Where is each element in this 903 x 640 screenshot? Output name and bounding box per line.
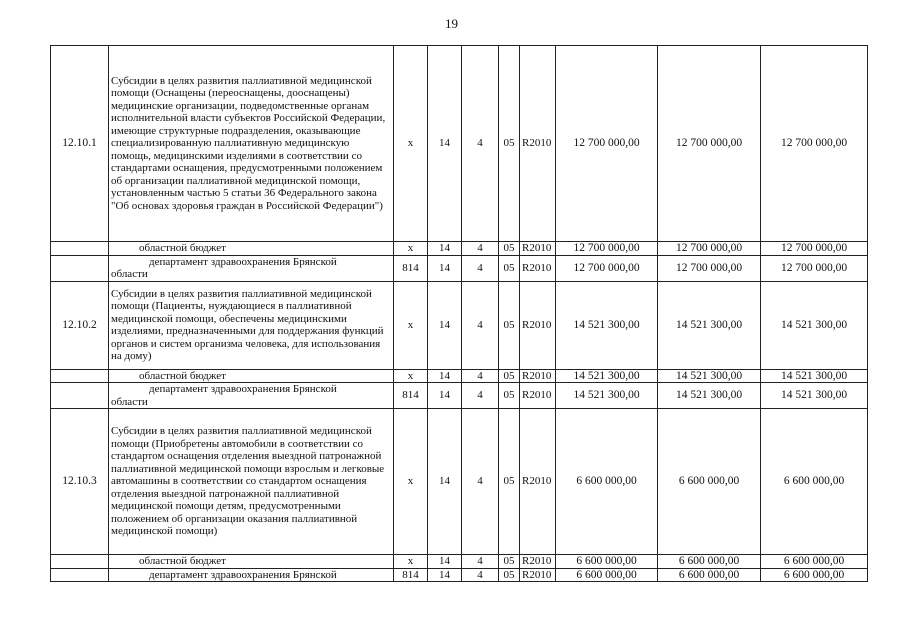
amount-year-2: 6 600 000,00 [658, 568, 761, 582]
code-subsection: 4 [462, 555, 499, 569]
amount-year-3: 6 600 000,00 [761, 568, 868, 582]
table-row-department [51, 568, 868, 582]
amount-year-3: 14 521 300,00 [761, 369, 868, 383]
code-ministry: 814 [394, 255, 428, 281]
code-subsection: 4 [462, 568, 499, 582]
code-program: 05 [499, 568, 520, 582]
page-number: 19 [445, 16, 458, 31]
amount-year-3: 12 700 000,00 [761, 255, 868, 281]
row-number [51, 242, 109, 256]
budget-source-label: областной бюджет [109, 242, 394, 256]
code-ministry: х [394, 281, 428, 369]
department-name-continued: области [111, 268, 148, 280]
row-number [51, 255, 109, 281]
code-section: 14 [428, 255, 462, 281]
code-section: 14 [428, 555, 462, 569]
amount-year-3: 14 521 300,00 [761, 383, 868, 409]
department-name: департамент здравоохранения Брянской [149, 255, 337, 268]
amount-year-2: 14 521 300,00 [658, 281, 761, 369]
amount-year-1: 14 521 300,00 [556, 383, 658, 409]
department-name: департамент здравоохранения Брянской [109, 568, 394, 582]
code-subsection: 4 [462, 255, 499, 281]
amount-year-2: 14 521 300,00 [658, 369, 761, 383]
code-program: 05 [499, 369, 520, 383]
table-row-budget [51, 242, 868, 256]
row-description: Субсидии в целях развития паллиативной медицинской помощи (Пациенты, нуждающиеся в паллиативной медицинской помощи, обеспечены медицинскими изделиями, предназначенными для поддержания функций органов и систем организма человека, для использования на дому) [109, 281, 394, 369]
code-target: R2010 [520, 281, 556, 369]
code-subsection: 4 [462, 242, 499, 256]
code-subsection: 4 [462, 369, 499, 383]
code-ministry: 814 [394, 383, 428, 409]
code-program: 05 [499, 46, 520, 242]
row-description: Субсидии в целях развития паллиативной медицинской помощи (Приобретены автомобили в соответствии со стандартом оснащения отделения выездной патронажной паллиативной медицинской помощи взрослым и легковые автомашины в соответствии со стандартом оснащения отделения выездной патронажной паллиативной медицинской помощи детям, предусмотренными положением об организации оказания паллиативной медицинской помощи) [109, 409, 394, 555]
row-description [109, 255, 394, 281]
amount-year-1: 12 700 000,00 [556, 46, 658, 242]
row-number: 12.10.1 [51, 46, 109, 242]
code-subsection: 4 [462, 409, 499, 555]
code-target: R2010 [520, 409, 556, 555]
table-body [51, 46, 868, 582]
code-target: R2010 [520, 255, 556, 281]
code-subsection: 4 [462, 46, 499, 242]
code-ministry: х [394, 46, 428, 242]
budget-source-label: областной бюджет [109, 555, 394, 569]
code-program: 05 [499, 409, 520, 555]
table-row-main [51, 46, 868, 242]
code-target: R2010 [520, 46, 556, 242]
row-number [51, 383, 109, 409]
code-program: 05 [499, 383, 520, 409]
code-section: 14 [428, 568, 462, 582]
amount-year-2: 12 700 000,00 [658, 46, 761, 242]
code-program: 05 [499, 255, 520, 281]
amount-year-1: 14 521 300,00 [556, 281, 658, 369]
table-row-department [51, 255, 868, 281]
code-section: 14 [428, 242, 462, 256]
code-section: 14 [428, 369, 462, 383]
amount-year-1: 6 600 000,00 [556, 555, 658, 569]
code-target: R2010 [520, 383, 556, 409]
department-name-continued: области [111, 395, 148, 408]
code-section: 14 [428, 383, 462, 409]
amount-year-1: 6 600 000,00 [556, 568, 658, 582]
row-description [109, 383, 394, 409]
code-target: R2010 [520, 369, 556, 383]
code-target: R2010 [520, 555, 556, 569]
row-description: Субсидии в целях развития паллиативной медицинской помощи (Оснащены (переоснащены, дооснащены) медицинские организации, подведомственные органам исполнительной власти субъектов Российской Федерации, имеющие структурные подразделения, оказывающие специализированную паллиативную медицинскую помощь, медицинскими изделиями в соответствии со стандартами оснащения, предусмотренными положением об организации паллиативной медицинской помощи, установленным частью 5 статьи 36 Федерального закона "Об основах здоровья граждан в Российской Федерации") [109, 46, 394, 242]
table-row-main [51, 281, 868, 369]
budget-table [50, 45, 868, 582]
amount-year-2: 6 600 000,00 [658, 409, 761, 555]
code-target: R2010 [520, 568, 556, 582]
amount-year-1: 12 700 000,00 [556, 242, 658, 256]
amount-year-3: 14 521 300,00 [761, 281, 868, 369]
amount-year-2: 12 700 000,00 [658, 255, 761, 281]
code-ministry: х [394, 242, 428, 256]
row-number [51, 555, 109, 569]
code-section: 14 [428, 281, 462, 369]
code-ministry: х [394, 555, 428, 569]
code-section: 14 [428, 46, 462, 242]
row-number [51, 369, 109, 383]
code-section: 14 [428, 409, 462, 555]
code-program: 05 [499, 281, 520, 369]
row-number: 12.10.2 [51, 281, 109, 369]
code-ministry: 814 [394, 568, 428, 582]
code-target: R2010 [520, 242, 556, 256]
table-row-main [51, 409, 868, 555]
row-number [51, 568, 109, 582]
code-ministry: х [394, 369, 428, 383]
department-name: департамент здравоохранения Брянской [149, 383, 337, 395]
code-subsection: 4 [462, 281, 499, 369]
amount-year-1: 12 700 000,00 [556, 255, 658, 281]
table-row-budget [51, 555, 868, 569]
amount-year-3: 12 700 000,00 [761, 46, 868, 242]
amount-year-3: 6 600 000,00 [761, 409, 868, 555]
amount-year-2: 6 600 000,00 [658, 555, 761, 569]
table-row-budget [51, 369, 868, 383]
amount-year-2: 14 521 300,00 [658, 383, 761, 409]
code-subsection: 4 [462, 383, 499, 409]
row-number: 12.10.3 [51, 409, 109, 555]
code-program: 05 [499, 555, 520, 569]
budget-source-label: областной бюджет [109, 369, 394, 383]
code-program: 05 [499, 242, 520, 256]
amount-year-3: 6 600 000,00 [761, 555, 868, 569]
code-ministry: х [394, 409, 428, 555]
table-row-department [51, 383, 868, 409]
amount-year-1: 6 600 000,00 [556, 409, 658, 555]
amount-year-2: 12 700 000,00 [658, 242, 761, 256]
amount-year-1: 14 521 300,00 [556, 369, 658, 383]
amount-year-3: 12 700 000,00 [761, 242, 868, 256]
